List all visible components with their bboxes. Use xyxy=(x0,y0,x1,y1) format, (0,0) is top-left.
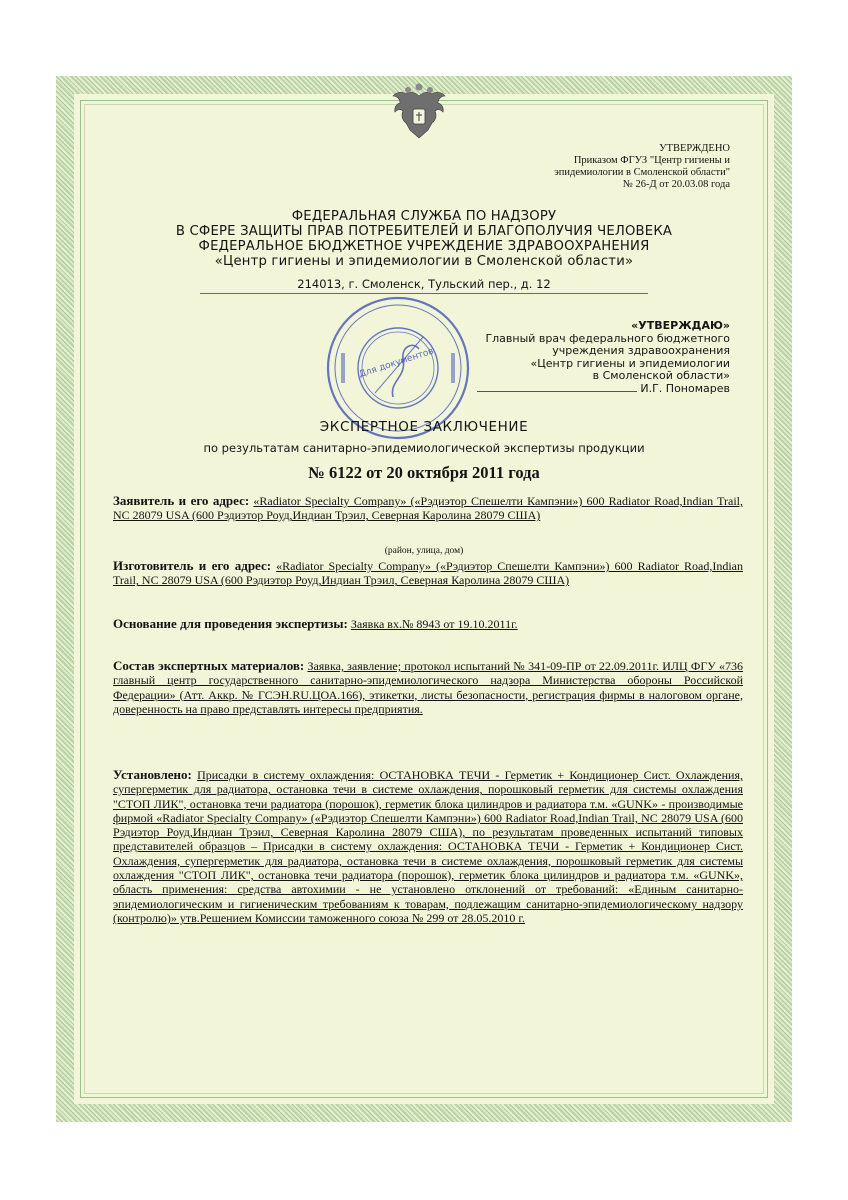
approval-reference xyxy=(470,143,730,191)
established-value: Присадки в систему охлаждения: ОСТАНОВКА ТЕЧИ - Герметик + Кондиционер Сист. Охлаждения, супергерметик для радиатора, остановка течи в системе охлаждения, порошковый герметик для системы охлаждения "СТОП ЛИК", остановка течи радиатора (порошок), герметик блока цилиндров и радиатора т.м. «GUNK» - производимые фирмой «Radiator Specialty Company» («Рэдиэтор Спешелти Кампэни») 600 Radiator Road,Indian Trail, NC 28079 USA (600 Рэдиэтор Роуд,Индиан Трэил, Северная Каролина 28079 США), по результатам проведенных испытаний типовых представителей образцов – Присадки в систему охлаждения: ОСТАНОВКА ТЕЧИ - Герметик + Кондиционер Сист. Охлаждения, супергерметик для радиатора, остановка течи в системе охлаждения, порошковый герметик для системы охлаждения "СТОП ЛИК", остановка течи радиатора (порошок), герметик блока цилиндров и радиатора т.м. «GUNK», область применения: средства автохимии - не установлено отклонений от требований: «Единым санитарно-эпидемиологическим и гигиеническим требованиям к товарам, подлежащим санитарно-эпидемиологическому надзору (контролю)» утв.Решением Комиссии таможенного союза № 299 от 28.05.2010 г. xyxy=(113,768,743,925)
org-line-4: «Центр гигиены и эпидемиологии в Смоленской области» xyxy=(214,254,634,269)
basis-section xyxy=(113,617,743,631)
document-number: № 6122 от 20 октября 2011 года xyxy=(308,463,540,482)
applicant-note: (район, улица, дом) xyxy=(384,546,464,556)
approved-line-4: № 26-Д от 20.03.08 года xyxy=(622,179,730,190)
approve-line-3: «Центр гигиены и эпидемиологии xyxy=(530,356,730,370)
materials-value: Заявка, заявление; протокол испытаний № 341-09-ПР от 22.09.2011г. ИЛЦ ФГУ «736 главный центр государственного санитарно-эпидемиологического надзора Министерства обороны Российской Федерации» (Атт. Аккр. № ГСЭН.RU.ЦОА.166), этикетки, листы безопасности, регистрация фирмы в налоговом органе, доверенность на право представлять интересы предприятия. xyxy=(113,659,743,716)
applicant-value: «Radiator Specialty Company» («Рэдиэтор Спешелти Кампэни») 600 Radiator Road,Indian Trail, NC 28079 USA (600 Рэдиэтор Роуд,Индиан Трэил, Северная Каролина 28079 США) xyxy=(113,494,744,523)
materials-label: Состав экспертных материалов: xyxy=(113,658,305,673)
approve-heading: «УТВЕРЖДАЮ» xyxy=(631,319,730,332)
org-line-2: В СФЕРЕ ЗАЩИТЫ ПРАВ ПОТРЕБИТЕЛЕЙ И БЛАГОПОЛУЧИЯ ЧЕЛОВЕКА xyxy=(175,224,673,239)
document-title: ЭКСПЕРТНОЕ ЗАКЛЮЧЕНИЕ xyxy=(319,419,529,435)
approved-line-1: УТВЕРЖДЕНО xyxy=(659,143,730,154)
approved-line-3: эпидемиологии в Смоленской области" xyxy=(554,167,730,178)
manufacturer-label: Изготовитель и его адрес: xyxy=(113,558,272,573)
org-line-3: ФЕДЕРАЛЬНОЕ БЮДЖЕТНОЕ УЧРЕЖДЕНИЕ ЗДРАВООХРАНЕНИЯ xyxy=(198,239,650,254)
approve-line-1: Главный врач федерального бюджетного xyxy=(485,331,730,345)
manufacturer-value: «Radiator Specialty Company» («Рэдиэтор Спешелти Кампэни») 600 Radiator Road,Indian Trail, NC 28079 USA (600 Рэдиэтор Роуд,Индиан Трэил, Северная Каролина 28079 США) xyxy=(113,559,743,588)
approve-line-4: в Смоленской области» xyxy=(592,369,730,382)
materials-section xyxy=(113,659,743,716)
double-headed-eagle-emblem-icon xyxy=(388,82,450,144)
org-line-1: ФЕДЕРАЛЬНАЯ СЛУЖБА ПО НАДЗОРУ xyxy=(291,209,557,224)
director-approval-block xyxy=(410,320,730,395)
approved-line-2: Приказом ФГУЗ "Центр гигиены и xyxy=(573,155,730,166)
manufacturer-section xyxy=(113,559,743,588)
established-label: Установлено: xyxy=(113,767,192,782)
applicant-label: Заявитель и его адрес: xyxy=(113,493,250,508)
organization-address: 214013, г. Смоленск, Тульский пер., д. 12 xyxy=(200,277,648,294)
organization-header xyxy=(100,209,748,269)
established-section xyxy=(113,768,743,925)
document-subtitle: по результатам санитарно-эпидемиологической экспертизы продукции xyxy=(203,441,645,455)
approve-signer: И.Г. Пономарев xyxy=(640,381,730,395)
basis-value: Заявка вх.№ 8943 от 19.10.2011г. xyxy=(350,617,518,631)
applicant-section xyxy=(113,494,743,523)
stamp-text: Для документов xyxy=(357,346,436,381)
basis-label: Основание для проведения экспертизы: xyxy=(113,616,348,631)
approve-line-2: учреждения здравоохранения xyxy=(552,344,730,357)
